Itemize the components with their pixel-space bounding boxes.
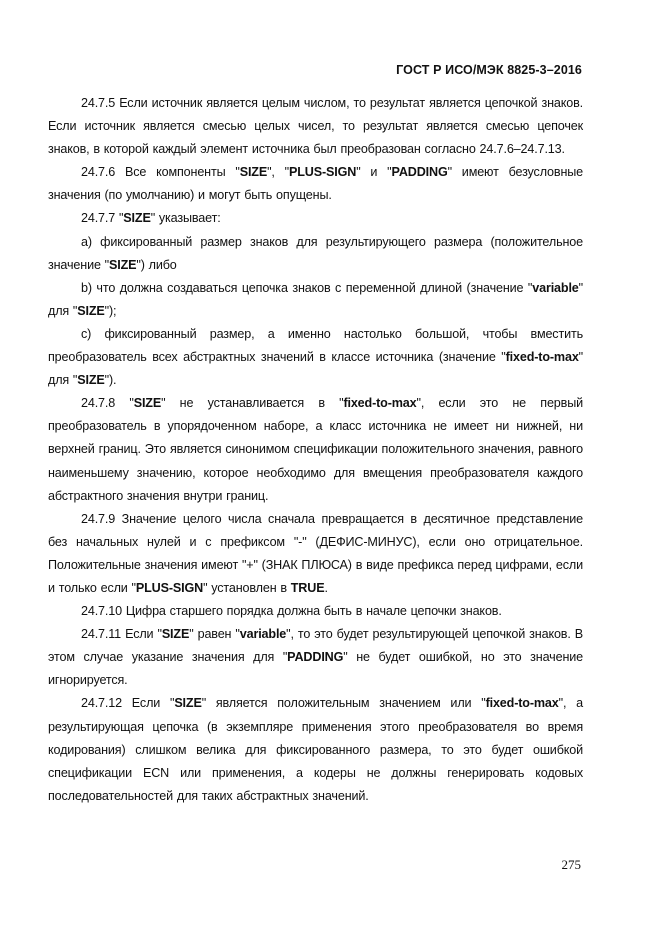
page-number: 275 [561,857,581,872]
bold-term: SIZE [239,165,268,180]
paragraph-24-7-8 [48,392,583,507]
text-run: . [324,580,328,595]
text-run: 24.7.9 Значение целого числа сначала превращается в десятичное представление без начальных нулей и с префиксом "-" (ДЕФИС-МИНУС), если оно отрицательное. Положительные значения имеют "+" (ЗНАК ПЛЮСА) в виде префикса перед цифрами, если и только если " [48,511,583,595]
bold-term: SIZE [123,211,151,226]
paragraph-24-7-6 [48,161,583,207]
paragraph-24-7-5 [48,92,583,161]
text-run: " не устанавливается в " [161,396,344,411]
text-run: ", а результирующая цепочка (в экземпляре применения этого преобразователя во время кодирования) слишком велика для фиксированного размера, то это будет ошибкой спецификации ECN или применения, а кодеры не должны генерировать кодовых последовательностей для таких абстрактных значений. [48,696,584,803]
text-run: 24.7.11 Если " [81,627,162,642]
text-run: 24.7.6 Все компоненты " [81,165,240,180]
paragraph-24-7-7 [48,207,583,230]
bold-term: SIZE [109,257,137,272]
text-run: " имеют безусловные значения (по умолчанию) и могут быть опущены. [48,165,583,203]
list-item-b [48,277,583,323]
text-run: c) фиксированный размер, а именно настолько большой, чтобы вместить преобразователь всех абстрактных значений в классе источника (значение " [48,326,583,365]
text-run: 24.7.10 Цифра старшего порядка должна быть в начале цепочки знаков. [81,604,502,619]
paragraph-24-7-9 [48,508,583,600]
bold-term: fixed-to-max [343,396,417,411]
bold-term: variable [532,280,579,295]
text-run: " является положительным значением или " [201,696,486,711]
bold-term: fixed-to-max [505,350,579,365]
document-body [48,92,583,808]
bold-term: PLUS-SIGN [135,580,204,595]
text-run: 24.7.12 Если " [81,696,175,711]
bold-term: SIZE [77,303,105,318]
text-run: "); [104,303,117,318]
text-run: " для " [48,280,583,318]
bold-term: fixed-to-max [485,696,559,711]
list-item-c [48,323,583,392]
bold-term: SIZE [77,373,105,388]
text-run: " и " [356,165,392,180]
bold-term: TRUE [290,580,325,595]
bold-term: variable [239,627,287,642]
text-run: " не будет ошибкой, но это значение игнорируется. [48,650,583,688]
text-run: " для " [48,350,583,388]
bold-term: PLUS-SIGN [288,165,357,180]
text-run: 24.7.8 " [81,396,134,411]
bold-term: SIZE [174,696,202,711]
text-run: ", если это не первый преобразователь в упорядоченном наборе, а класс источника не имеет ни нижней, ни верхней границ. Это является синонимом спецификации положительного значения, равного наименьшему значению, которое необходимо для вмещения преобразователя каждого абстрактного значения внутри границ. [48,396,583,503]
document-code-header: ГОСТ Р ИСО/МЭК 8825-3–2016 [396,63,582,77]
paragraph-24-7-10 [48,600,583,623]
text-run: " установлен в [203,580,291,595]
text-run: " равен " [189,627,240,642]
paragraph-24-7-12 [48,692,583,807]
text-run: " указывает: [150,211,221,226]
bold-term: SIZE [161,627,190,642]
text-run: ", то это будет результирующей цепочкой знаков. В этом случае указание значения для " [48,627,584,665]
text-run: ") либо [136,257,177,272]
text-run: 24.7.5 Если источник является целым числом, то результат является цепочкой знаков. Если источник является смесью целых чисел, то результат является смесью цепочек знаков, в которой каждый элемент источника был преобразован согласно 24.7.6–24.7.13. [48,96,583,157]
text-run: 24.7.7 " [81,211,124,226]
list-item-a [48,231,583,277]
bold-term: PADDING [391,165,448,180]
text-run: ", " [267,165,289,180]
bold-term: SIZE [133,396,162,411]
text-run: b) что должна создаваться цепочка знаков с переменной длиной (значение " [81,280,533,295]
paragraph-24-7-11 [48,623,583,692]
text-run: "). [104,373,117,388]
bold-term: PADDING [287,650,344,665]
text-run: a) фиксированный размер знаков для результирующего размера (положительное значение " [48,234,583,272]
